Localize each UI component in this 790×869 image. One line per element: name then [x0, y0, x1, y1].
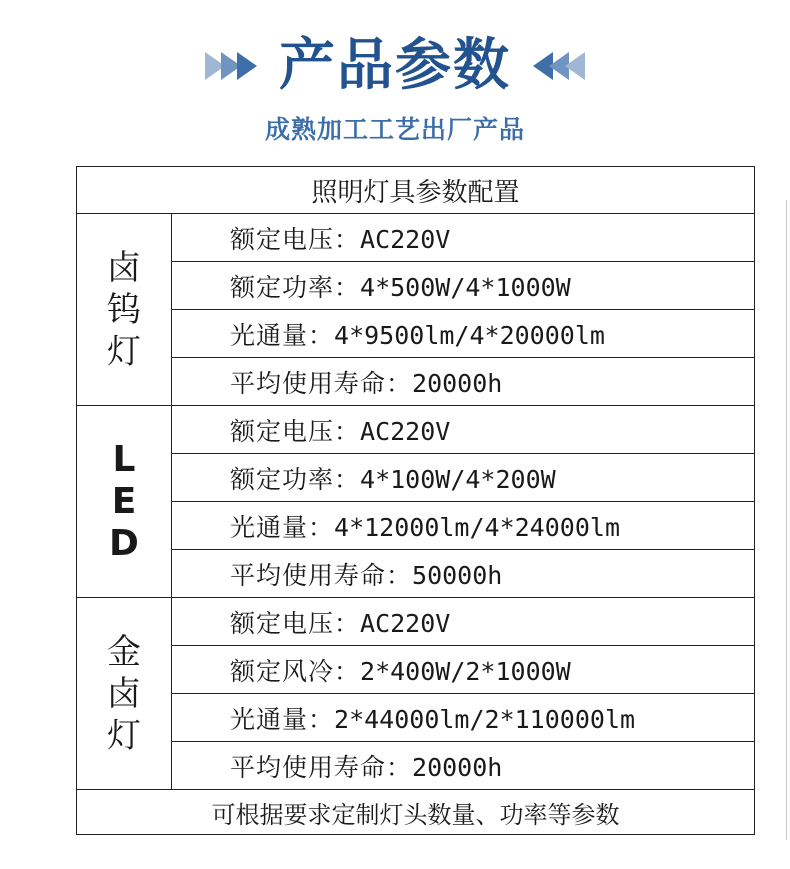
header: [0, 30, 790, 102]
group-name-char: E: [111, 480, 137, 522]
page-title: 产品参数: [279, 33, 511, 98]
spec-cell: [172, 406, 755, 454]
spec-label: 额定功率：: [230, 464, 361, 494]
spec-label: 平均使用寿命：: [230, 752, 413, 782]
table-row: [77, 262, 755, 310]
spec-cell: [172, 598, 755, 646]
spec-value: 4*12000lm/4*24000lm: [334, 512, 620, 542]
spec-cell: [172, 310, 755, 358]
table-footer: 可根据要求定制灯头数量、功率等参数: [77, 790, 755, 835]
table-row: [77, 646, 755, 694]
group-name: [77, 598, 172, 790]
spec-label: 额定电压：: [230, 224, 361, 254]
spec-label: 光通量：: [230, 512, 335, 542]
spec-value: 2*44000lm/2*110000lm: [334, 704, 636, 734]
table-row: [77, 550, 755, 598]
spec-cell: [172, 214, 755, 262]
spec-label: 额定电压：: [230, 608, 361, 638]
spec-value: AC220V: [360, 224, 451, 254]
table-row: [77, 598, 755, 646]
spec-label: 光通量：: [230, 704, 335, 734]
table-footer-row: [77, 790, 755, 835]
table-row: [77, 742, 755, 790]
spec-cell: [172, 454, 755, 502]
page-subtitle: 成熟加工工艺出厂产品: [264, 115, 525, 144]
group-name: [77, 406, 172, 598]
spec-cell: [172, 358, 755, 406]
spec-value: 50000h: [412, 560, 503, 590]
spec-label: 平均使用寿命：: [230, 560, 413, 590]
spec-label: 额定风冷：: [230, 656, 361, 686]
group-name: [77, 214, 172, 406]
spec-cell: [172, 550, 755, 598]
table-row: [77, 502, 755, 550]
spec-value: 4*9500lm/4*20000lm: [334, 320, 605, 350]
spec-cell: [172, 502, 755, 550]
spec-value: 4*100W/4*200W: [360, 464, 556, 494]
spec-label: 额定电压：: [230, 416, 361, 446]
arrow-right-icon: [207, 46, 255, 86]
group-name-char: 灯: [107, 715, 141, 756]
spec-label: 光通量：: [230, 320, 335, 350]
group-name-char: D: [109, 522, 139, 564]
spec-cell: [172, 742, 755, 790]
group-name-char: L: [112, 438, 136, 480]
table-caption: 照明灯具参数配置: [77, 167, 755, 214]
spec-label: 额定功率：: [230, 272, 361, 302]
spec-value: AC220V: [360, 416, 451, 446]
group-name-char: 卤: [107, 247, 141, 288]
group-name-char: 卤: [107, 673, 141, 714]
arrow-left-icon: [535, 46, 583, 86]
table-caption-row: [77, 167, 755, 214]
spec-value: 20000h: [412, 752, 503, 782]
spec-value: 20000h: [412, 368, 503, 398]
table-row: [77, 214, 755, 262]
spec-table: [76, 166, 755, 835]
spec-value: 4*500W/4*1000W: [360, 272, 571, 302]
spec-value: AC220V: [360, 608, 451, 638]
group-name-char: 钨: [107, 289, 141, 330]
spec-cell: [172, 646, 755, 694]
group-name-char: 灯: [107, 331, 141, 372]
table-row: [77, 310, 755, 358]
spec-value: 2*400W/2*1000W: [360, 656, 571, 686]
group-name-char: 金: [107, 631, 141, 672]
spec-cell: [172, 694, 755, 742]
spec-cell: [172, 262, 755, 310]
table-row: [77, 454, 755, 502]
table-row: [77, 358, 755, 406]
table-row: [77, 406, 755, 454]
table-row: [77, 694, 755, 742]
spec-label: 平均使用寿命：: [230, 368, 413, 398]
divider: [786, 200, 787, 840]
